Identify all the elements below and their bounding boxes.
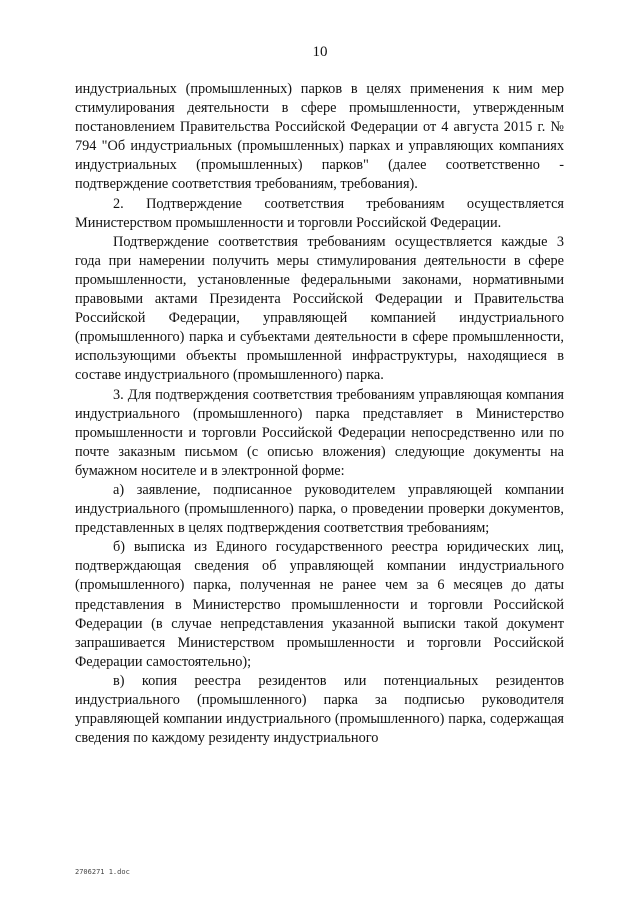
footer-file-code: 2706271 1.doc: [75, 868, 130, 876]
paragraph-item-2: 2. Подтверждение соответствия требованиям осуществляется Министерством промышленности и торговли Российской Федерации.: [75, 195, 564, 231]
paragraph-subitem-a: а) заявление, подписанное руководителем управляющей компании индустриального (промышленного) парка, о проведении проверки документов, представленных в целях подтверждения соответствия требованиям;: [75, 481, 564, 537]
paragraph-subitem-b: б) выписка из Единого государственного реестра юридических лиц, подтверждающая сведения об управляющей компании индустриального (промышленного) парка, полученная не ранее чем за 6 месяцев до даты представления в Министерство промышленности и торговли Российской Федерации (в случае непредставления указанной выписки такой документ запрашивается Министерством промышленности и торговли Российской Федерации самостоятельно);: [75, 539, 564, 670]
paragraph-item-3: 3. Для подтверждения соответствия требованиям управляющая компания индустриального (промышленного) парка представляет в Министерство промышленности и торговли Российской Федерации непосредственно или по почте заказным письмом (с описью вложения) следующие документы на бумажном носителе и в электронной форме:: [75, 386, 564, 479]
paragraph-subitem-v: в) копия реестра резидентов или потенциальных резидентов индустриального (промышленного) парка за подписью руководителя управляющей компании индустриального (промышленного) парка, содержащая сведения по каждому резиденту индустриального: [75, 672, 564, 747]
document-body: [75, 80, 564, 748]
paragraph-continuation: индустриальных (промышленных) парков в целях применения к ним мер стимулирования деятельности в сфере промышленности, утвержденным постановлением Правительства Российской Федерации от 4 августа 2015 г. № 794 "Об индустриальных (промышленных) парках и управляющих компаниях индустриальных (промышленных) парков" (далее соответственно - подтверждение соответствия требованиям, требования).: [75, 81, 564, 193]
page-number: 10: [312, 44, 328, 60]
paragraph-confirmation-period: Подтверждение соответствия требованиям осуществляется каждые 3 года при намерении получить меры стимулирования деятельности в сфере промышленности, установленные федеральными законами, нормативными правовыми актами Президента Российской Федерации и Правительства Российской Федерации, управляющей компанией индустриального (промышленного) парка и субъектами деятельности в сфере промышленности, использующими объекты промышленной инфраструктуры, находящиеся в составе индустриального (промышленного) парка.: [75, 233, 564, 384]
